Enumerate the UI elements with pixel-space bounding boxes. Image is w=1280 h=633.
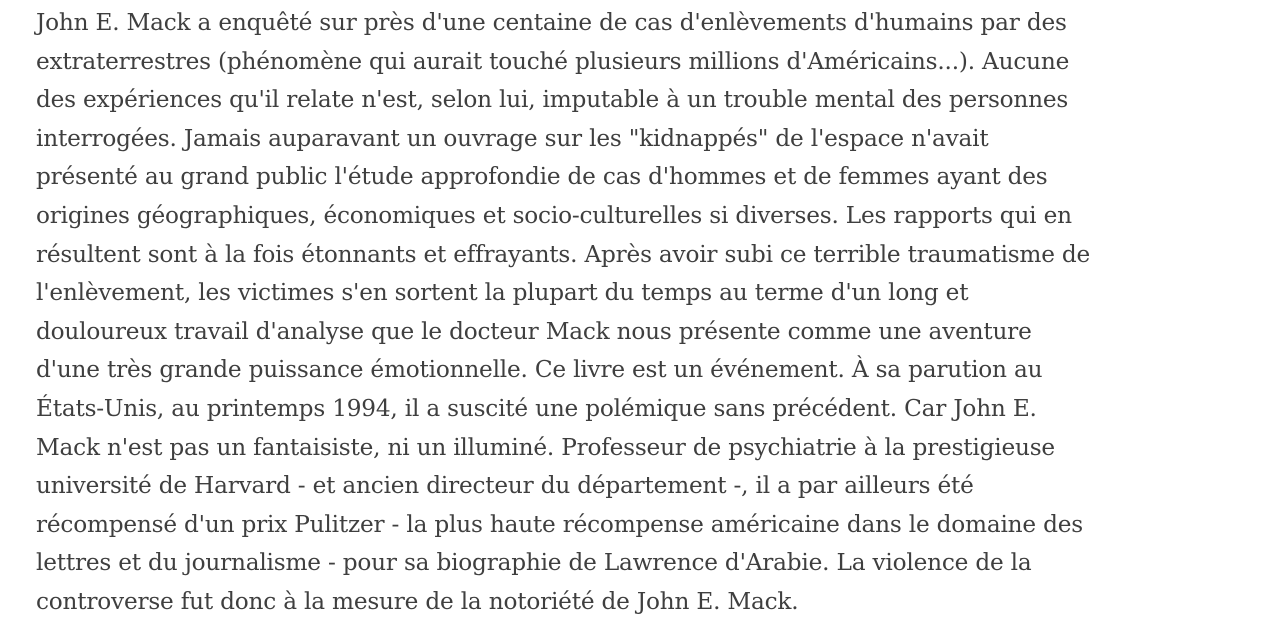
- description-line: l'enlèvement, les victimes s'en sortent la plupart du temps au terme d'un long et: [36, 279, 969, 307]
- description-line: université de Harvard - et ancien directeur du département -, il a par ailleurs été: [36, 472, 974, 500]
- description-line: récompensé d'un prix Pulitzer - la plus haute récompense américaine dans le domaine des: [36, 510, 1083, 538]
- description-line: douloureux travail d'analyse que le docteur Mack nous présente comme une aventure: [36, 317, 1032, 345]
- description-line: d'une très grande puissance émotionnelle. Ce livre est un événement. À sa parution au: [36, 356, 1043, 384]
- book-description: [36, 4, 1261, 622]
- description-line: des expériences qu'il relate n'est, selon lui, imputable à un trouble mental des personnes: [36, 86, 1069, 114]
- description-line: origines géographiques, économiques et socio-culturelles si diverses. Les rapports qui en: [36, 201, 1072, 229]
- description-line: présenté au grand public l'étude approfondie de cas d'hommes et de femmes ayant des: [36, 163, 1048, 191]
- description-line: controverse fut donc à la mesure de la notoriété de John E. Mack.: [36, 587, 799, 615]
- description-line: États-Unis, au printemps 1994, il a suscité une polémique sans précédent. Car John E.: [36, 394, 1037, 422]
- description-line: lettres et du journalisme - pour sa biographie de Lawrence d'Arabie. La violence de la: [36, 549, 1032, 577]
- description-line: John E. Mack a enquêté sur près d'une centaine de cas d'enlèvements d'humains par des: [36, 9, 1067, 36]
- description-line: Mack n'est pas un fantaisiste, ni un illuminé. Professeur de psychiatrie à la prestigieuse: [36, 433, 1055, 461]
- description-line: interrogées. Jamais auparavant un ouvrage sur les "kidnappés" de l'espace n'avait: [36, 124, 989, 152]
- description-line: résultent sont à la fois étonnants et effrayants. Après avoir subi ce terrible traumatisme de: [36, 240, 1091, 268]
- description-line: extraterrestres (phénomène qui aurait touché plusieurs millions d'Américains...). Aucune: [36, 47, 1070, 75]
